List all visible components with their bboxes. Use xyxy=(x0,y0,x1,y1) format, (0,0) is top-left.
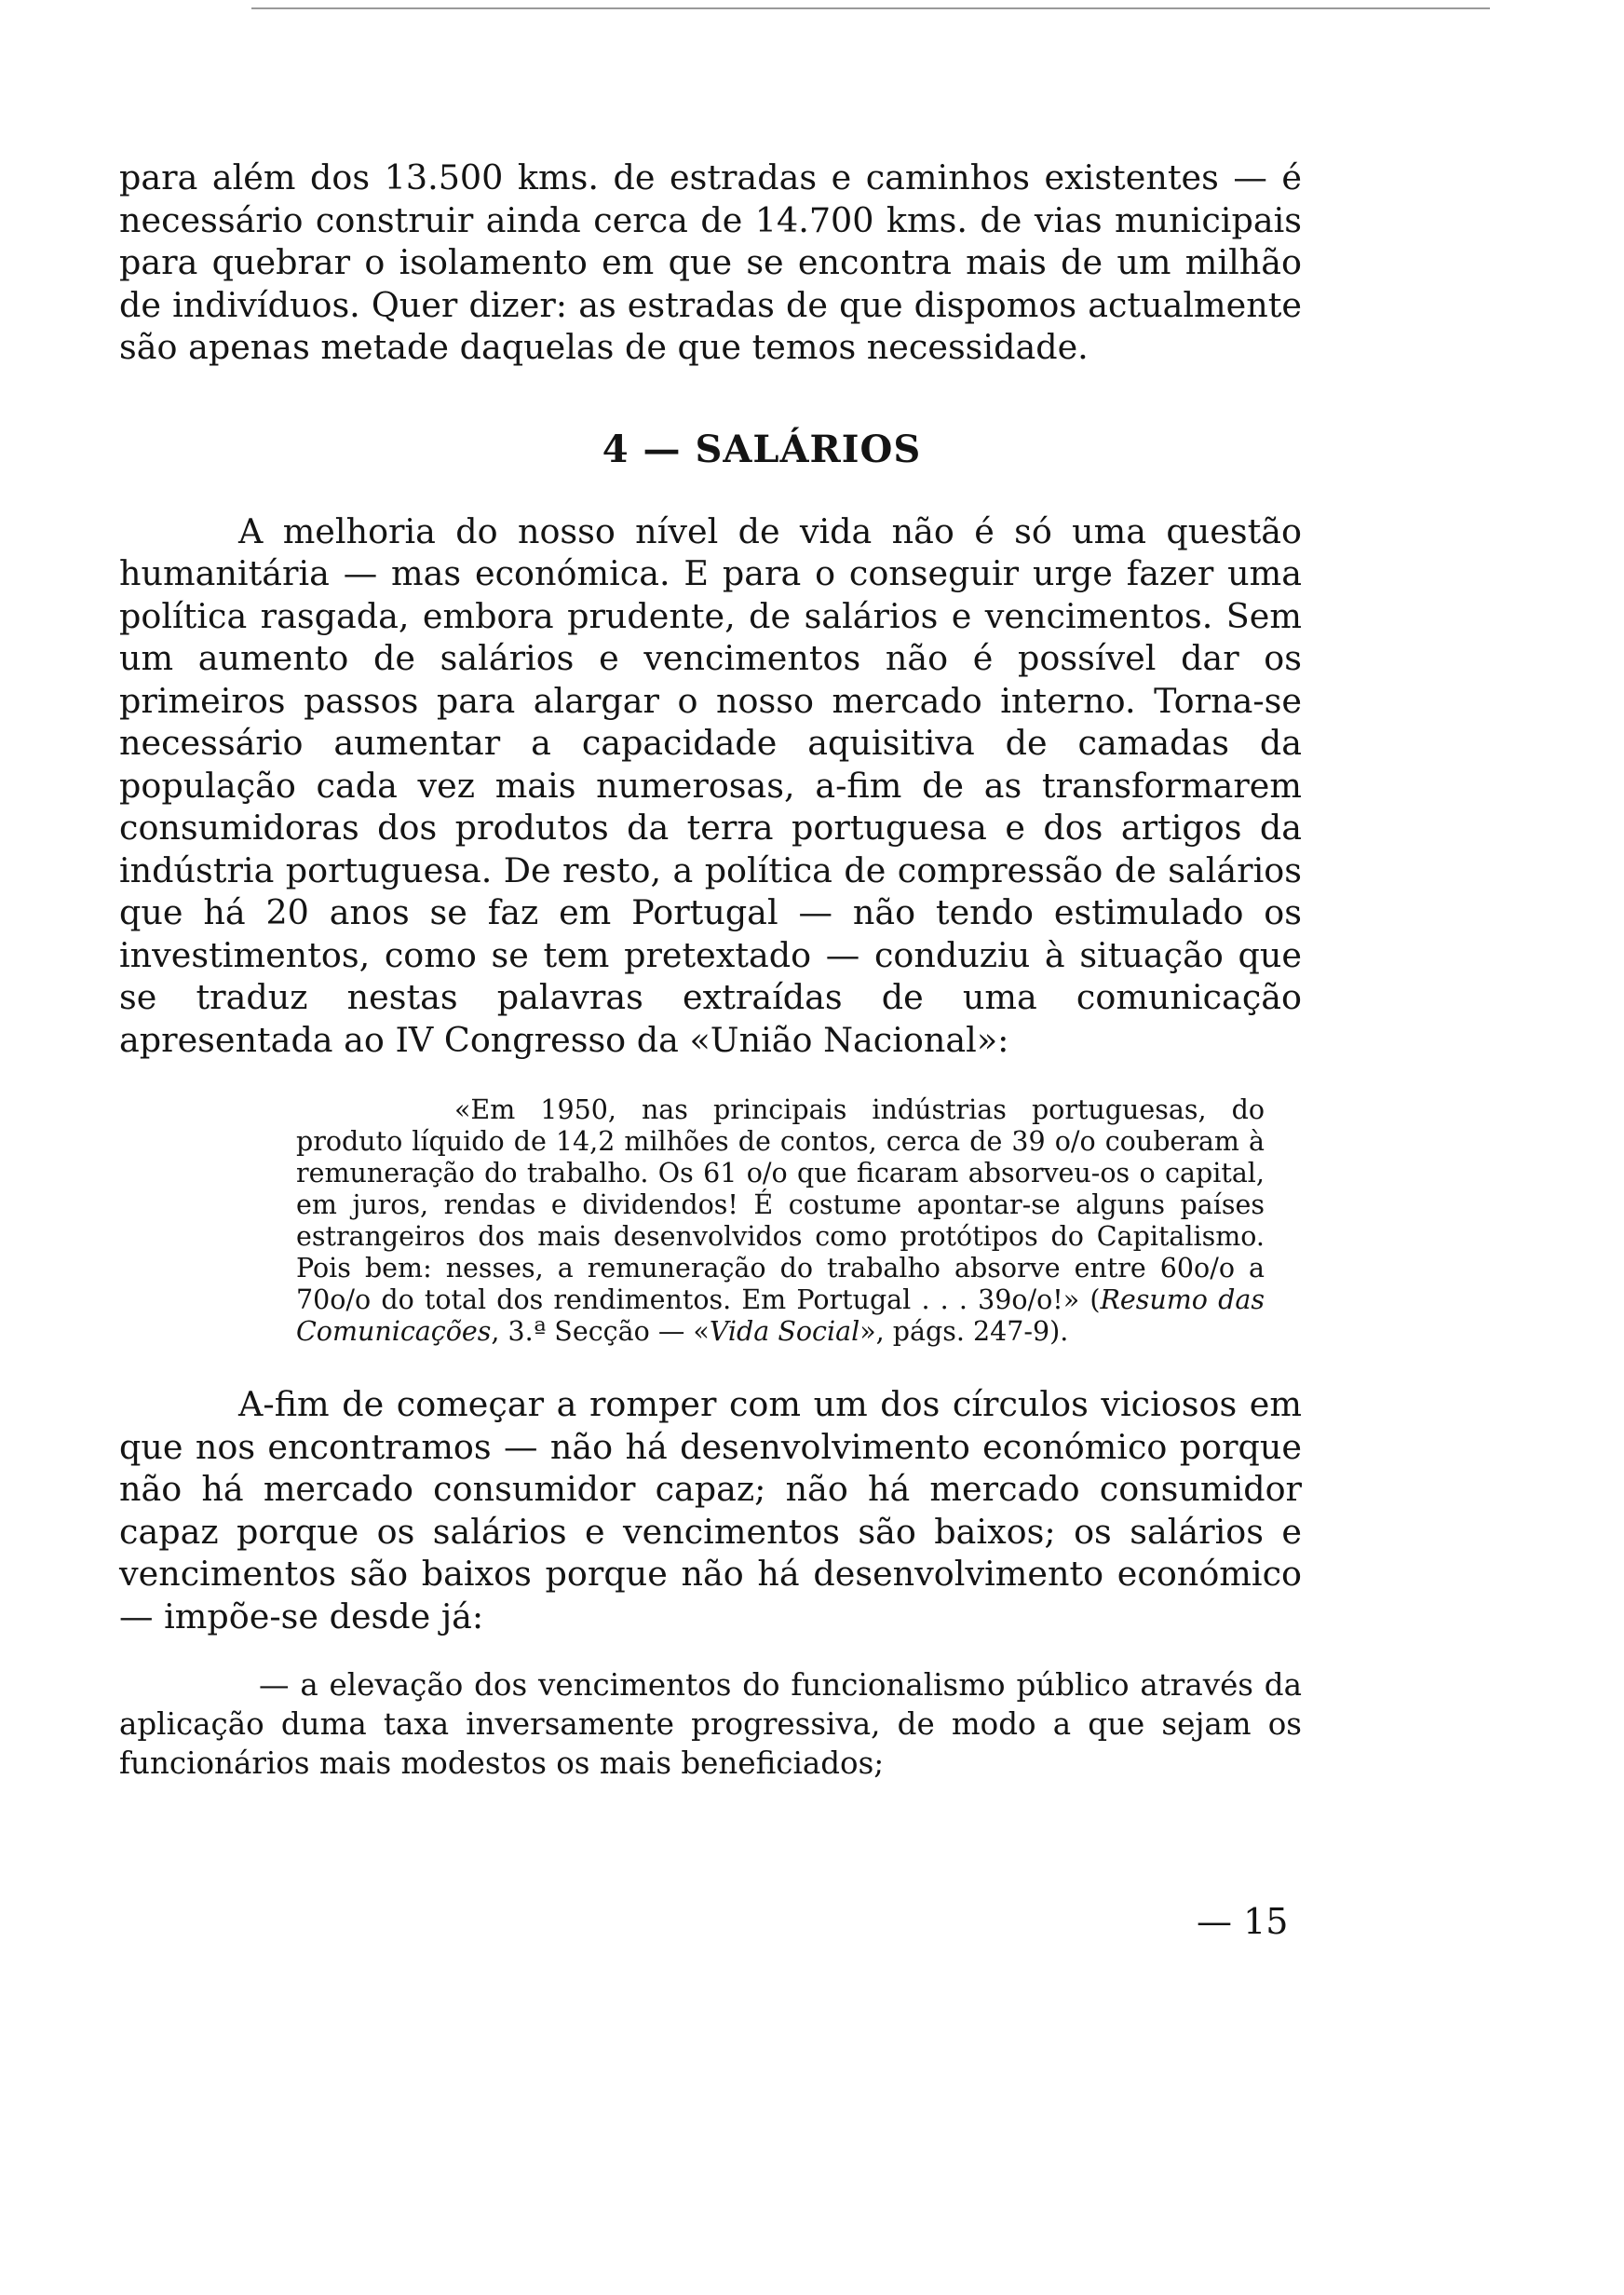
quote-ref-title: Resumo das Comunicações xyxy=(296,1284,1265,1347)
opening-paragraph: para além dos 13.500 kms. de estradas e caminhos existentes — é necessário construir ainda cerca de 14.700 kms. de vias municipais para quebrar o isolamento em que se encontra mais de um milhão de indivíduos. Quer dizer: as estradas de que dispomos actualmente são apenas metade daquelas de que temos necessidade. xyxy=(119,157,1302,367)
paragraph-vicious-circle: A-fim de começar a romper com um dos círculos viciosos em que nos encontramos — não há desenvolvimento económico porque não há mercado consumidor capaz; não há mercado consumidor capaz porque os salários e vencimentos são baixos; os salários e vencimentos são baixos porque não há desenvolvimento económico — impõe-se desde já: xyxy=(119,1384,1302,1636)
section-heading: 4 — SALÁRIOS xyxy=(602,427,922,471)
quote-ref-open: ( xyxy=(1079,1284,1101,1315)
quote-ref-close: », págs. 247-9). xyxy=(859,1316,1069,1347)
list-item: — a elevação dos vencimentos do funcionalismo público através da aplicação duma taxa inversamente progressiva, de modo a que sejam os funcionários mais modestos os mais beneficiados; xyxy=(119,1667,1302,1781)
paragraph-salaries: A melhoria do nosso nível de vida não é só uma questão humanitária — mas económica. E para o conseguir urge fazer uma política rasgada, embora prudente, de salários e vencimentos. Sem um aumento de salários e vencimentos não é possível dar os primeiros passos para alargar o nosso mercado interno. Torna-se necessário aumentar a capacidade aquisitiva de camadas da população cada vez mais numerosas, a-fim de as transformarem consumidoras dos produtos da terra portuguesa e dos artigos da indústria portuguesa. De resto, a política de compressão de salários que há 20 anos se faz em Portugal — não tendo estimulado os investimentos, como se tem pretextado — conduziu à situação que se traduz nestas palavras extraídas de uma comunicação apresentada ao IV Congresso da «União Nacional»: xyxy=(119,510,1302,1060)
quote-text: «Em 1950, nas principais indústrias portuguesas, do produto líquido de 14,2 milhões de contos, cerca de 39 o/o couberam à remuneração do trabalho. Os 61 o/o que ficaram absorveu-os o capital, em juros, rendas e dividendos! É costume apontar-se alguns países estrangeiros dos mais desenvolvidos como protótipos do Capitalismo. Pois bem: nesses, a remuneração do trabalho absorve entre 60o/o a 70o/o do total dos rendimentos. Em Portugal . . . 39o/o!» xyxy=(296,1094,1265,1315)
page-body xyxy=(119,156,1302,1783)
block-quote xyxy=(296,1094,1265,1348)
quote-ref-middle: , 3.ª Secção — « xyxy=(491,1316,710,1347)
page-number: — 15 xyxy=(1197,1901,1289,1942)
quote-ref-section: Vida Social xyxy=(709,1316,860,1347)
top-edge-rule xyxy=(251,7,1490,9)
